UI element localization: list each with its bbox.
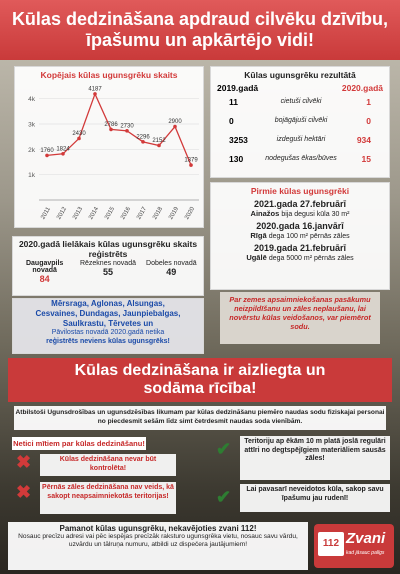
largest-name: Daugavpils novadā [25,260,64,274]
advice-2: Lai pavasarī neveidotos kūla, sakop savu īpašumu jau rudenī! [240,484,390,512]
x-tick-label: 2017 [136,206,149,221]
call-112-box [8,522,308,570]
result-2020-value: 1 [366,97,371,107]
myth-1: Kūlas dedzināšana nevar būt kontrolēta! [40,454,176,476]
results-card [210,66,390,178]
first-fires-title: Pirmie kūlas ugunsgrēki [250,186,350,196]
data-point [157,144,161,148]
largest-list [13,260,203,284]
first-fire-desc: dega 5000 m² pērnās zāles [268,255,354,262]
series-line [47,94,191,165]
result-label: bojāgājuši cilvēki [274,117,328,124]
data-point [173,125,177,129]
x-tick-label: 2019 [168,206,181,221]
results-col-2019: 2019.gadā [217,83,259,93]
y-tick-label: 1k [28,172,35,180]
y-tick-label: 3k [28,121,35,129]
law-text: Atbilstoši Ugunsdrošības un ugunsdzēsības likumam par kūlas dedzināšanu piemēro naudas sodu fiziskajai personai no piecdesmit sešām līdz simt četrdesmit naudas soda vienībām. [14,406,386,430]
result-label: nodegušas ēkas/būves [265,155,337,162]
largest-item [141,260,201,284]
results-col-2020: 2020.gadā [341,83,383,93]
ban-line-1: Kūlas dedzināšana ir aizliegta un [74,362,326,379]
fires-chart-card [14,66,204,228]
myths-heading: Netici mītiem par kūlas dedzināšanu! [13,439,145,448]
x-tick-label: 2011 [40,206,52,221]
data-label: 2296 [136,134,150,141]
logo-tagline: kad jāsauc palīgs [346,550,385,556]
logo-112: 112 [318,532,344,556]
largest-name: Dobeles novadā [146,260,197,267]
x-tick-label: 2020 [184,206,197,221]
ban-title [75,362,326,398]
result-label: izdeguši hektāri [276,136,326,143]
first-fire-date: 2021.gada 27.februārī [253,199,347,209]
cross-icon: ✖ [16,452,32,472]
ban-line-2: sodāma rīcība! [143,380,257,397]
no-fires-line-2: Cesvaines, Dundagas, Jaunpiebalgas, [35,309,181,318]
no-fires-line-4: Pāvilostas novadā 2020.gadā netika [51,329,165,336]
data-label: 2152 [152,137,166,144]
first-fire-place: Ainažos [250,209,282,218]
largest-name: Rēzeknes novadā [79,260,136,267]
largest-counts-card [12,236,204,296]
no-fires-line-5: reģistrēts neviens kūlas ugunsgrēks! [46,337,170,345]
no-fires-card [12,298,204,354]
data-label: 4187 [88,86,102,93]
fires-line-chart [15,80,205,226]
data-point [109,128,113,132]
cross-icon: ✖ [16,482,32,502]
result-label: cietuši cilvēki [280,98,322,105]
data-label: 1760 [40,147,54,154]
data-label: 1379 [184,157,198,164]
first-fire-item [211,221,389,240]
data-label: 1824 [56,146,70,153]
result-2020-value: 934 [356,135,371,145]
first-fire-item [211,243,389,262]
result-2020-value: 0 [366,116,371,126]
call-text: Nosauc precīzu adresi vai pēc iespējas precīzāk raksturo ugunsgrēka vietu, nosauc savu vārdu, uzvārdu un tālruņa numuru, atbildi uz dispečera jautājumiem! [18,533,298,548]
result-2019-value: 11 [229,97,238,107]
check-icon: ✔ [216,439,232,459]
data-label: 2430 [72,130,86,137]
x-tick-label: 2015 [104,206,117,221]
x-tick-label: 2014 [88,206,101,221]
no-fires-line-1: Mērsraga, Aglonas, Alsungas, [51,299,165,308]
data-label: 2786 [104,121,118,128]
result-2019-value: 3253 [229,135,248,145]
largest-count: 55 [102,267,113,277]
y-tick-label: 2k [28,146,35,154]
results-title: Kūlas ugunsgrēku rezultātā [244,70,356,80]
largest-item [78,260,138,284]
title-line-1: Kūlas dedzināšana apdraud cilvēku dzīvību, [11,9,389,29]
result-2019-value: 0 [229,116,234,126]
call-title: Pamanot kūlas ugunsgrēku, nekavējoties zvani 112! [59,524,257,533]
zvani-112-logo [314,524,394,568]
data-label: 2900 [168,119,182,126]
largest-title: 2020.gadā lielākais kūlas ugunsgrēku skaits reģistrēts [18,239,198,259]
first-fires-card [210,182,390,290]
header-banner [0,0,400,60]
first-fire-date: 2020.gada 16.janvārī [256,221,344,231]
title-line-2: īpašumu un apkārtējo vidi! [85,30,315,50]
largest-count: 84 [39,274,50,284]
chart-title: Kopējais kūlas ugunsgrēku skaits [40,70,178,80]
data-label: 2730 [120,123,134,130]
first-fire-place: Rīgā [250,231,269,240]
data-point [125,129,129,133]
data-point [45,154,49,158]
x-tick-label: 2013 [72,206,85,221]
y-tick-label: 4k [28,96,35,104]
x-tick-label: 2012 [56,206,69,221]
data-point [189,163,193,167]
first-fire-desc: bija degusi kūla 30 m² [281,211,350,218]
page-title [12,9,388,51]
result-2019-value: 130 [229,154,244,164]
first-fire-date: 2019.gada 21.februārī [253,243,347,253]
ban-banner [8,358,392,402]
data-point [61,152,65,156]
x-tick-label: 2016 [120,206,133,221]
data-point [141,140,145,144]
penalty-note: Par zemes apsaimniekošanas pasākumu neizpildīšanu un zāles neplaušanu, lai novērstu kūlas veidošanos, var piemērot sodu. [220,292,380,344]
x-tick-label: 2018 [152,206,165,221]
data-point [93,92,97,96]
first-fires-list [211,199,389,262]
no-fires-line-3: Saulkrastu, Tērvetes un [62,319,154,328]
first-fire-desc: dega 100 m² pērnās zāles [268,233,350,240]
largest-item [15,260,75,284]
advice-1: Teritoriju ap ēkām 10 m platā joslā regulāri attīri no degtspējīgiem materiāliem sausās zāles! [240,436,390,480]
result-2020-value: 15 [361,154,371,164]
first-fire-place: Ugālē [246,253,269,262]
myth-2: Pērnās zāles dedzināšana nav veids, kā sakopt neapsaimniekotās teritorijas! [40,482,176,514]
check-icon: ✔ [216,487,232,507]
data-point [77,137,81,141]
largest-count: 49 [166,267,177,277]
first-fire-item [211,199,389,218]
logo-zvani: Zvani [346,530,386,547]
